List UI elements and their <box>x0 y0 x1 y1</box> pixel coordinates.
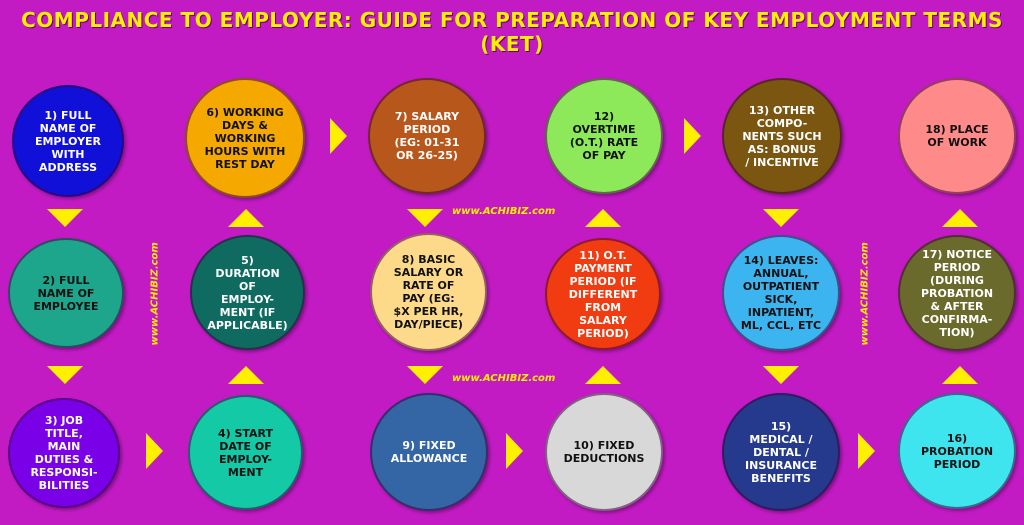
step-12-overtime-rate-node <box>545 78 663 194</box>
node-label: 16) PROBATION PERIOD <box>920 431 994 471</box>
node-label: 5) DURATION OF EMPLOY- MENT (IF APPLICABLE) <box>207 253 288 332</box>
step-11-ot-payment-period-node <box>545 238 661 350</box>
node-label: 8) BASIC SALARY OR RATE OF PAY (EG: $X PER HR, DAY/PIECE) <box>393 253 464 331</box>
node-label: 12) OVERTIME (O.T.) RATE OF PAY <box>569 110 639 162</box>
arrow-up-icon <box>585 366 621 384</box>
arrow-down-icon <box>763 366 799 384</box>
step-1-employer-name-node <box>12 85 124 197</box>
node-label: 14) LEAVES: ANNUAL, OUTPATIENT SICK, INPATIENT, ML, CCL, ETC <box>740 254 822 332</box>
page-title: COMPLIANCE TO EMPLOYER: GUIDE FOR PREPARATION OF KEY EMPLOYMENT TERMS (KET) <box>21 8 1003 56</box>
arrow-up-icon <box>228 209 264 227</box>
node-label: 10) FIXED DEDUCTIONS <box>563 439 645 465</box>
node-label: 6) WORKING DAYS & WORKING HOURS WITH REST DAY <box>204 105 286 171</box>
arrow-right-icon <box>330 118 347 154</box>
arrow-down-icon <box>407 366 443 384</box>
step-8-basic-salary-node <box>370 233 487 351</box>
watermark-text: www.ACHIBIZ.com <box>452 206 556 217</box>
node-label: 4) START DATE OF EMPLOY- MENT <box>217 426 274 479</box>
step-3-job-title-node <box>8 398 120 508</box>
arrow-down-icon <box>47 366 83 384</box>
node-label: 3) JOB TITLE, MAIN DUTIES & RESPONSI- BILITIES <box>30 414 98 492</box>
node-label: 17) NOTICE PERIOD (DURING PROBATION & AFTER CONFIRMA- TION) <box>920 247 994 339</box>
arrow-down-icon <box>763 209 799 227</box>
step-18-place-of-work-node <box>898 78 1016 194</box>
step-6-working-days-node <box>185 78 305 198</box>
watermark-text: www.ACHIBIZ.com <box>452 373 556 384</box>
step-13-other-components-node <box>722 78 842 194</box>
arrow-up-icon <box>585 209 621 227</box>
node-label: 15) MEDICAL / DENTAL / INSURANCE BENEFITS <box>745 419 817 485</box>
arrow-up-icon <box>942 366 978 384</box>
arrow-right-icon <box>146 433 163 469</box>
node-label: 2) FULL NAME OF EMPLOYEE <box>33 273 99 313</box>
step-7-salary-period-node <box>368 78 486 194</box>
node-label: 7) SALARY PERIOD (EG: 01-31 OR 26-25) <box>394 110 460 162</box>
arrow-up-icon <box>228 366 264 384</box>
step-2-employee-name-node <box>8 238 124 348</box>
arrow-down-icon <box>407 209 443 227</box>
step-16-probation-period-node <box>898 393 1016 509</box>
node-label: 11) O.T. PAYMENT PERIOD (IF DIFFERENT FROM SALARY PERIOD) <box>568 248 638 340</box>
node-label: 9) FIXED ALLOWANCE <box>390 439 468 465</box>
node-label: 1) FULL NAME OF EMPLOYER WITH ADDRESS <box>34 108 102 174</box>
step-15-medical-benefits-node <box>722 393 840 511</box>
arrow-right-icon <box>684 118 701 154</box>
step-17-notice-period-node <box>898 235 1016 351</box>
arrow-up-icon <box>942 209 978 227</box>
arrow-down-icon <box>47 209 83 227</box>
watermark-text: www.ACHIBIZ.com <box>859 242 871 346</box>
arrow-right-icon <box>506 433 523 469</box>
step-10-fixed-deductions-node <box>545 393 663 511</box>
watermark-text: www.ACHIBIZ.com <box>149 242 161 346</box>
step-4-start-date-node <box>188 395 303 510</box>
node-label: 18) PLACE OF WORK <box>925 123 989 149</box>
step-5-duration-node <box>190 235 305 350</box>
node-label: 13) OTHER COMPO- NENTS SUCH AS: BONUS / INCENTIVE <box>742 103 822 169</box>
step-14-leaves-node <box>722 235 840 351</box>
arrow-right-icon <box>858 433 875 469</box>
step-9-fixed-allowance-node <box>370 393 488 511</box>
